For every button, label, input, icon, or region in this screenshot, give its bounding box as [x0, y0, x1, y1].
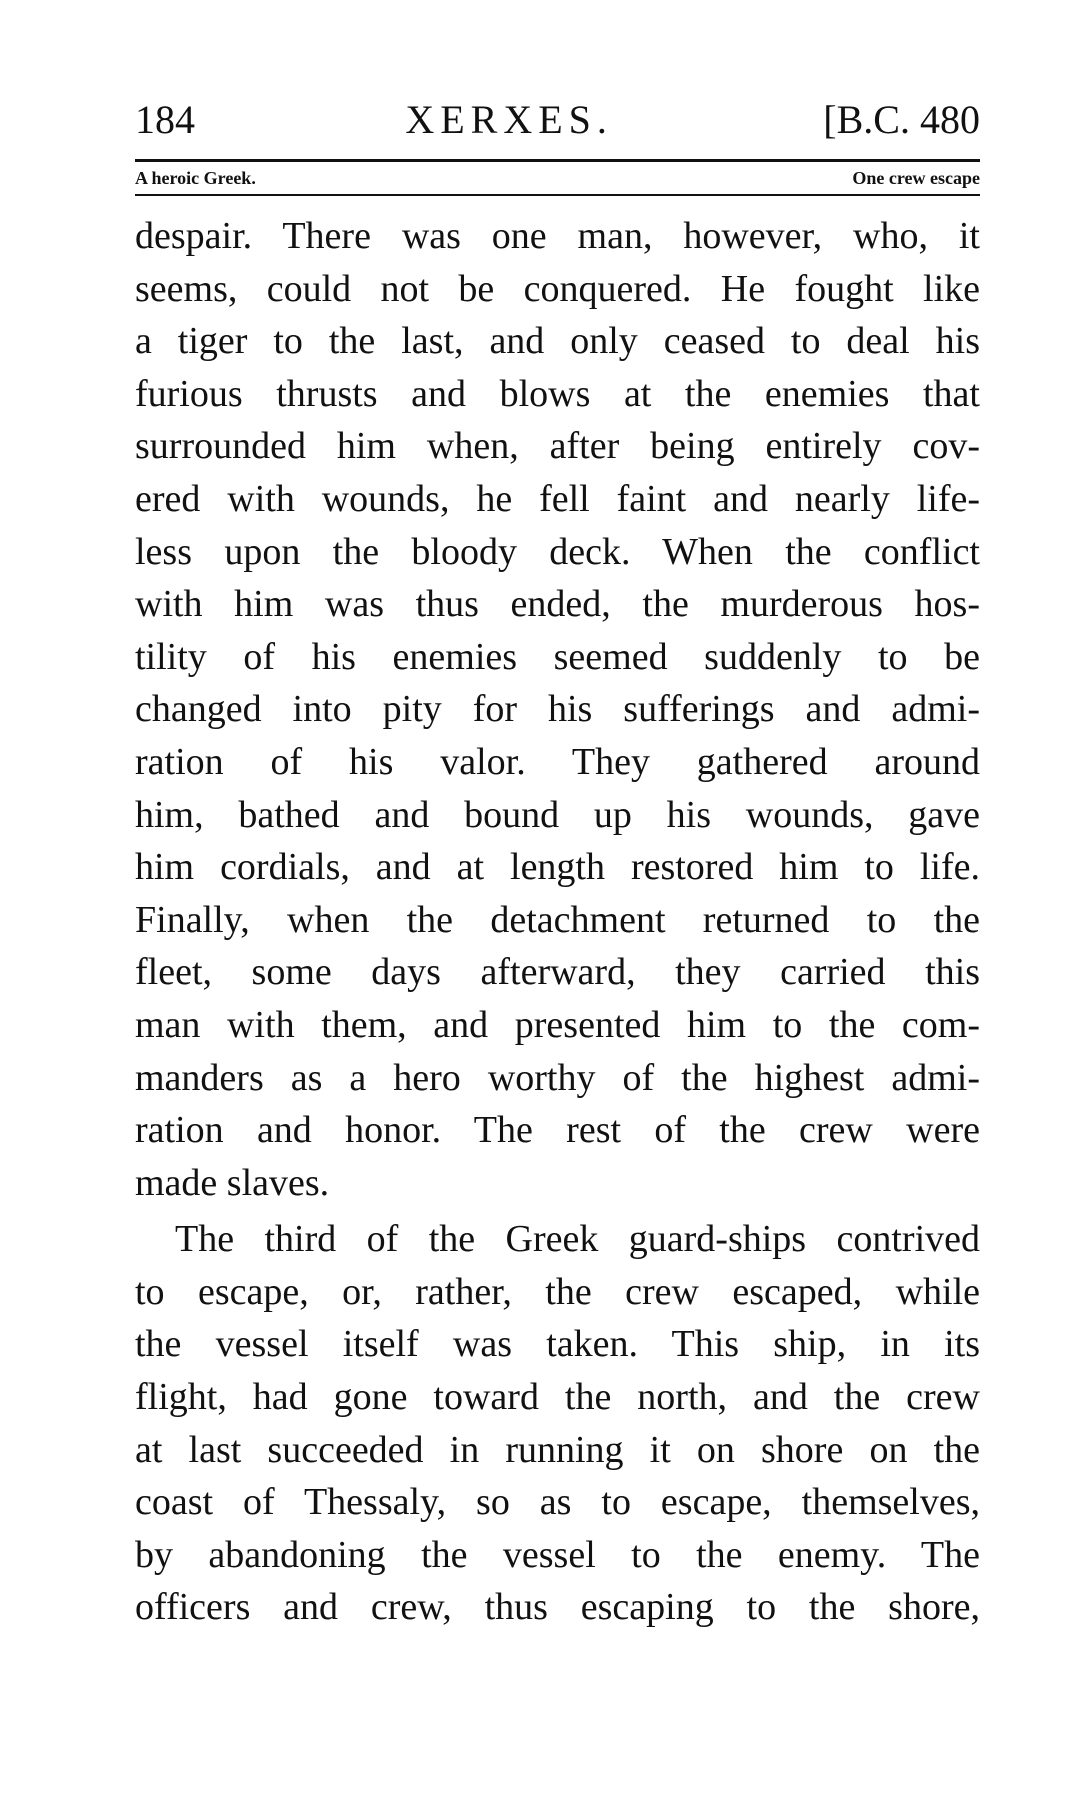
text-line: with him was thus ended, the murderous hos- [135, 583, 980, 626]
text-line: him cordials, and at length restored him to life. [135, 846, 980, 889]
text-line: despair. There was one man, however, who, it [135, 215, 980, 257]
text-line: a tiger to the last, and only ceased to deal his [135, 320, 980, 363]
side-heading-rule [135, 194, 980, 196]
text-line: seems, could not be conquered. He fought like [135, 267, 980, 310]
text-line: to escape, or, rather, the crew escaped, while [135, 1270, 980, 1313]
text-line: ration of his valor. They gathered around [135, 740, 980, 783]
book-page [135, 95, 980, 1634]
text-line: the vessel itself was taken. This ship, in its [135, 1323, 980, 1366]
side-heading-right: One crew escape [852, 168, 980, 188]
text-line: less upon the bloody deck. When the conflict [135, 530, 980, 573]
text-line: man with them, and presented him to the com- [135, 1003, 980, 1046]
date-heading: [B.C. 480 [823, 97, 980, 142]
text-line: The third of the Greek guard-ships contrived [175, 1218, 980, 1261]
side-headings [135, 164, 980, 192]
text-line: tility of his enemies seemed suddenly to be [135, 635, 980, 678]
book-title: XERXES. [405, 97, 613, 142]
text-line: furious thrusts and blows at the enemies that [135, 372, 980, 415]
text-line: surrounded him when, after being entirely cov- [135, 425, 980, 468]
text-line: at last succeeded in running it on shore on the [135, 1428, 980, 1471]
paragraph-1 [135, 210, 980, 1209]
text-line: ered with wounds, he fell faint and nearly life- [135, 477, 980, 520]
text-line: fleet, some days afterward, they carried this [135, 951, 980, 994]
text-line: officers and crew, thus escaping to the shore, [135, 1586, 980, 1629]
paragraph-2 [135, 1213, 980, 1634]
running-head [135, 95, 980, 145]
header-rule [135, 159, 980, 162]
text-line: Finally, when the detachment returned to the [135, 898, 980, 941]
text-line: by abandoning the vessel to the enemy. The [135, 1533, 980, 1576]
text-line: coast of Thessaly, so as to escape, themselves, [135, 1481, 980, 1524]
text-line: changed into pity for his sufferings and admi- [135, 688, 980, 731]
body-text [135, 210, 980, 1634]
text-line: ration and honor. The rest of the crew were [135, 1109, 980, 1152]
text-line: manders as a hero worthy of the highest admi- [135, 1056, 980, 1099]
text-line: made slaves. [135, 1161, 330, 1204]
side-heading-left: A heroic Greek. [135, 168, 256, 188]
text-line: flight, had gone toward the north, and the crew [135, 1376, 980, 1419]
text-line: him, bathed and bound up his wounds, gave [135, 793, 980, 836]
page-number: 184 [135, 97, 195, 142]
